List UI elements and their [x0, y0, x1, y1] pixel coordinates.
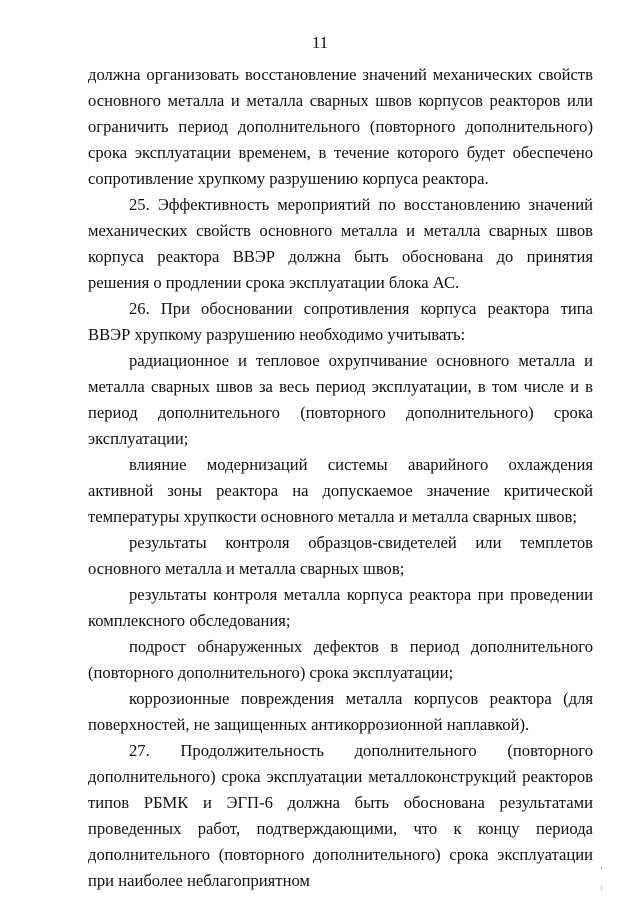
page-number: 11 — [311, 33, 329, 52]
list-item: влияние модернизаций системы аварийного охлаждения активной зоны реактора на допускаемое значение критической температуры хрупкости основного металла и металла сварных швов; — [88, 455, 593, 526]
paragraph-item-26: 26. При обосновании сопротивления корпуса реактора типа ВВЭР хрупкому разрушению необходимо учитывать: — [88, 299, 593, 344]
list-item: подрост обнаруженных дефектов в период дополнительного (повторного дополнительного) срока эксплуатации; — [88, 637, 593, 682]
scan-artifact — [601, 866, 602, 870]
paragraph-continuation: должна организовать восстановление значений механических свойств основного металла и металла сварных швов корпусов реакторов или ограничить период дополнительного (повторного дополнительного) срока эксплуатации временем, в течение которого будет обеспечено сопротивление хрупкому разрушению корпуса реактора. — [88, 65, 593, 188]
scan-artifact — [601, 886, 602, 890]
list-item: коррозионные повреждения металла корпусов реактора (для поверхностей, не защищенных антикоррозионной наплавкой). — [88, 689, 593, 734]
paragraph-item-27: 27. Продолжительность дополнительного (повторного дополнительного) срока эксплуатации металлоконструкций реакторов типов РБМК и ЭГП-6 должна быть обоснована результатами проведенных работ, подтверждающими, что к концу периода дополнительного (повторного дополнительного) срока эксплуатации при наиболее неблагоприятном — [88, 741, 593, 890]
list-item: радиационное и тепловое охрупчивание основного металла и металла сварных швов за весь период эксплуатации, в том числе и в период дополнительного (повторного дополнительного) срока эксплуатации; — [88, 351, 593, 448]
document-body — [88, 62, 593, 894]
list-item: результаты контроля образцов-свидетелей или темплетов основного металла и металла сварных швов; — [88, 533, 593, 578]
list-item: результаты контроля металла корпуса реактора при проведении комплексного обследования; — [88, 585, 593, 630]
paragraph-item-25: 25. Эффективность мероприятий по восстановлению значений механических свойств основного металла и металла сварных швов корпуса реактора ВВЭР должна быть обоснована до принятия решения о продлении срока эксплуатации блока АС. — [88, 195, 593, 292]
